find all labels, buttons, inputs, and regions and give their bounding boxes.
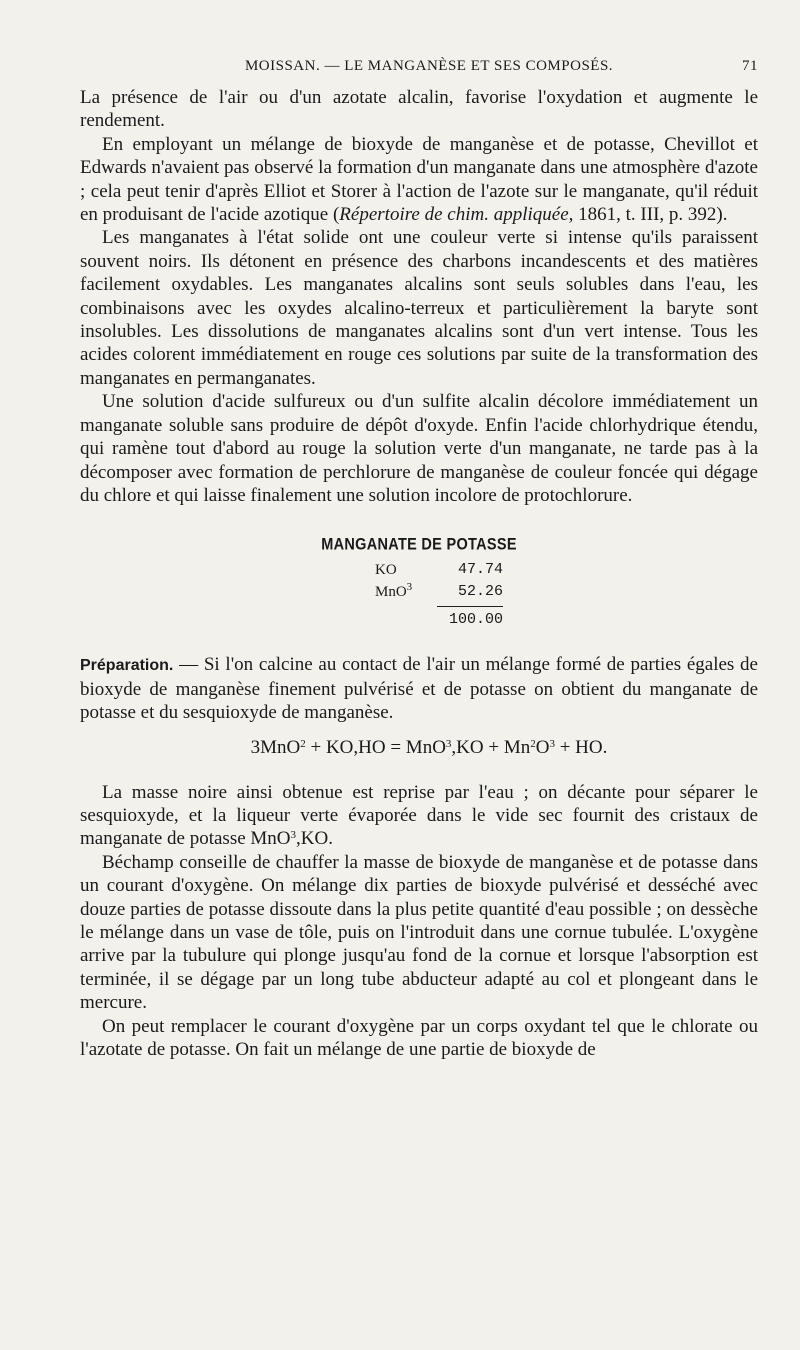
- citation-journal: Répertoire de chim. appliquée,: [339, 204, 574, 226]
- equation-sup-d: 3: [549, 737, 555, 750]
- equation-part-e: + HO.: [554, 736, 608, 758]
- formula-tail-text: ,KO.: [296, 828, 333, 850]
- composition-table: [80, 537, 758, 631]
- formula-tail-sup: 3: [290, 829, 297, 842]
- citation-rest: 1861, t. III, p. 392).: [573, 204, 728, 226]
- paragraph-4: Une solution d'acide sulfureux ou d'un sulfite alcalin décolore immédiatement un manganate soluble sans produire de dépôt d'oxyde. Enfin l'acide chlorhydrique étendu, qui ramène tout d'abord au rouge la solution verte d'un manganate, ne tarde pas à la décomposer avec formation de perchlorure de manganèse de couleur foncée qui dégage du chlore et qui laisse finalement une solution incolore de protochlorure.: [80, 391, 758, 506]
- preparation-label: Préparation.: [80, 657, 174, 675]
- composition-value-mno3: 52.26: [457, 583, 503, 601]
- composition-title: MANGANATE DE POTASSE: [321, 536, 517, 555]
- paragraph-2: [80, 133, 758, 227]
- composition-name-mno3: [375, 581, 437, 603]
- equation-part-a: 3MnO: [250, 736, 301, 758]
- paragraph-3: Les manganates à l'état solide ont une couleur verte si intense qu'ils paraissent souvent noirs. Ils détonent en présence des charbons incandescents et des matières facilement oxydables. Les manganates alcalins sont seuls solubles dans l'eau, les combinaisons avec les oxydes alcalino-terreux et particulièrement la baryte sont insolubles. Les dissolutions de manganates alcalins sont d'un vert intense. Tous les acides colorent immédiatement en rouge ces solutions par suite de la transformation des manganates en permanganates.: [80, 227, 758, 389]
- paragraph-6: Béchamp conseille de chauffer la masse de bioxyde de manganèse et de potasse dans un courant d'oxygène. On mélange dix parties de bioxyde pulvérisé et desséché avec douze parties de potasse dissoute dans la plus petite quantité d'eau possible ; on dessèche le mélange dans un vase de tôle, puis on l'introduit dans une cornue tubulée. L'oxygène arrive par la tubulure qui plonge jusqu'au fond de la cornue et lorsque l'absorption est terminée, il se dégage par un long tube abducteur adapté au col et plongeant dans le mercure.: [80, 851, 758, 1014]
- paragraph-5-text: La masse noire ainsi obtenue est reprise par l'eau ; on décante pour séparer le sesquioxyde, et la liqueur verte évaporée dans le vide sec fournit des cristaux de manganate de potasse MnO: [80, 781, 758, 850]
- composition-total: 100.00: [448, 611, 503, 629]
- paragraph-2-text: En employant un mélange de bioxyde de manganèse et de potasse, Chevillot et Edwards n'avaient pas observé la formation d'un manganate dans une atmosphère d'azote ; cela peut tenir d'après Elliot et Storer à l'action de l'azote sur le manganate, qu'il réduit en produisant de l'acide azotique (: [80, 133, 758, 226]
- equation-part-b: + KO,HO = MnO: [305, 736, 446, 758]
- composition-name-ko: KO: [375, 562, 397, 579]
- paragraph-1: La présence de l'air ou d'un azotate alcalin, favorise l'oxydation et augmente le rendement.: [80, 87, 758, 132]
- paragraph-7: On peut remplacer le courant d'oxygène par un corps oxydant tel que le chlorate ou l'azotate de potasse. On fait un mélange de une partie de bioxyde de: [80, 1015, 758, 1060]
- running-title: MOISSAN. — LE MANGANÈSE ET SES COMPOSÉS.: [244, 58, 614, 74]
- composition-grid: [375, 559, 503, 631]
- composition-name-mno3-sup: 3: [406, 581, 413, 594]
- equation-sup-b: 3: [445, 737, 452, 750]
- preparation-text: — Si l'on calcine au contact de l'air un mélange formé de parties égales de bioxyde de manganèse finement pulvérisé et de potasse on obtient du manganate de potasse et du sesquioxyde de manganèse.: [80, 654, 758, 724]
- chemical-equation: [80, 737, 758, 759]
- composition-name-mno3-base: MnO: [375, 584, 407, 601]
- equation-part-c: ,KO + Mn: [451, 736, 531, 758]
- paragraph-5: [80, 781, 758, 851]
- page-number: 71: [742, 58, 758, 74]
- equation-part-d: O: [535, 736, 550, 758]
- equation-sup-c: 2: [530, 737, 536, 750]
- composition-sum-rule: [437, 606, 503, 607]
- equation-sup-a: 2: [300, 737, 306, 750]
- composition-value-ko: 47.74: [457, 561, 503, 579]
- running-header: [80, 58, 758, 86]
- preparation-paragraph: [80, 653, 758, 724]
